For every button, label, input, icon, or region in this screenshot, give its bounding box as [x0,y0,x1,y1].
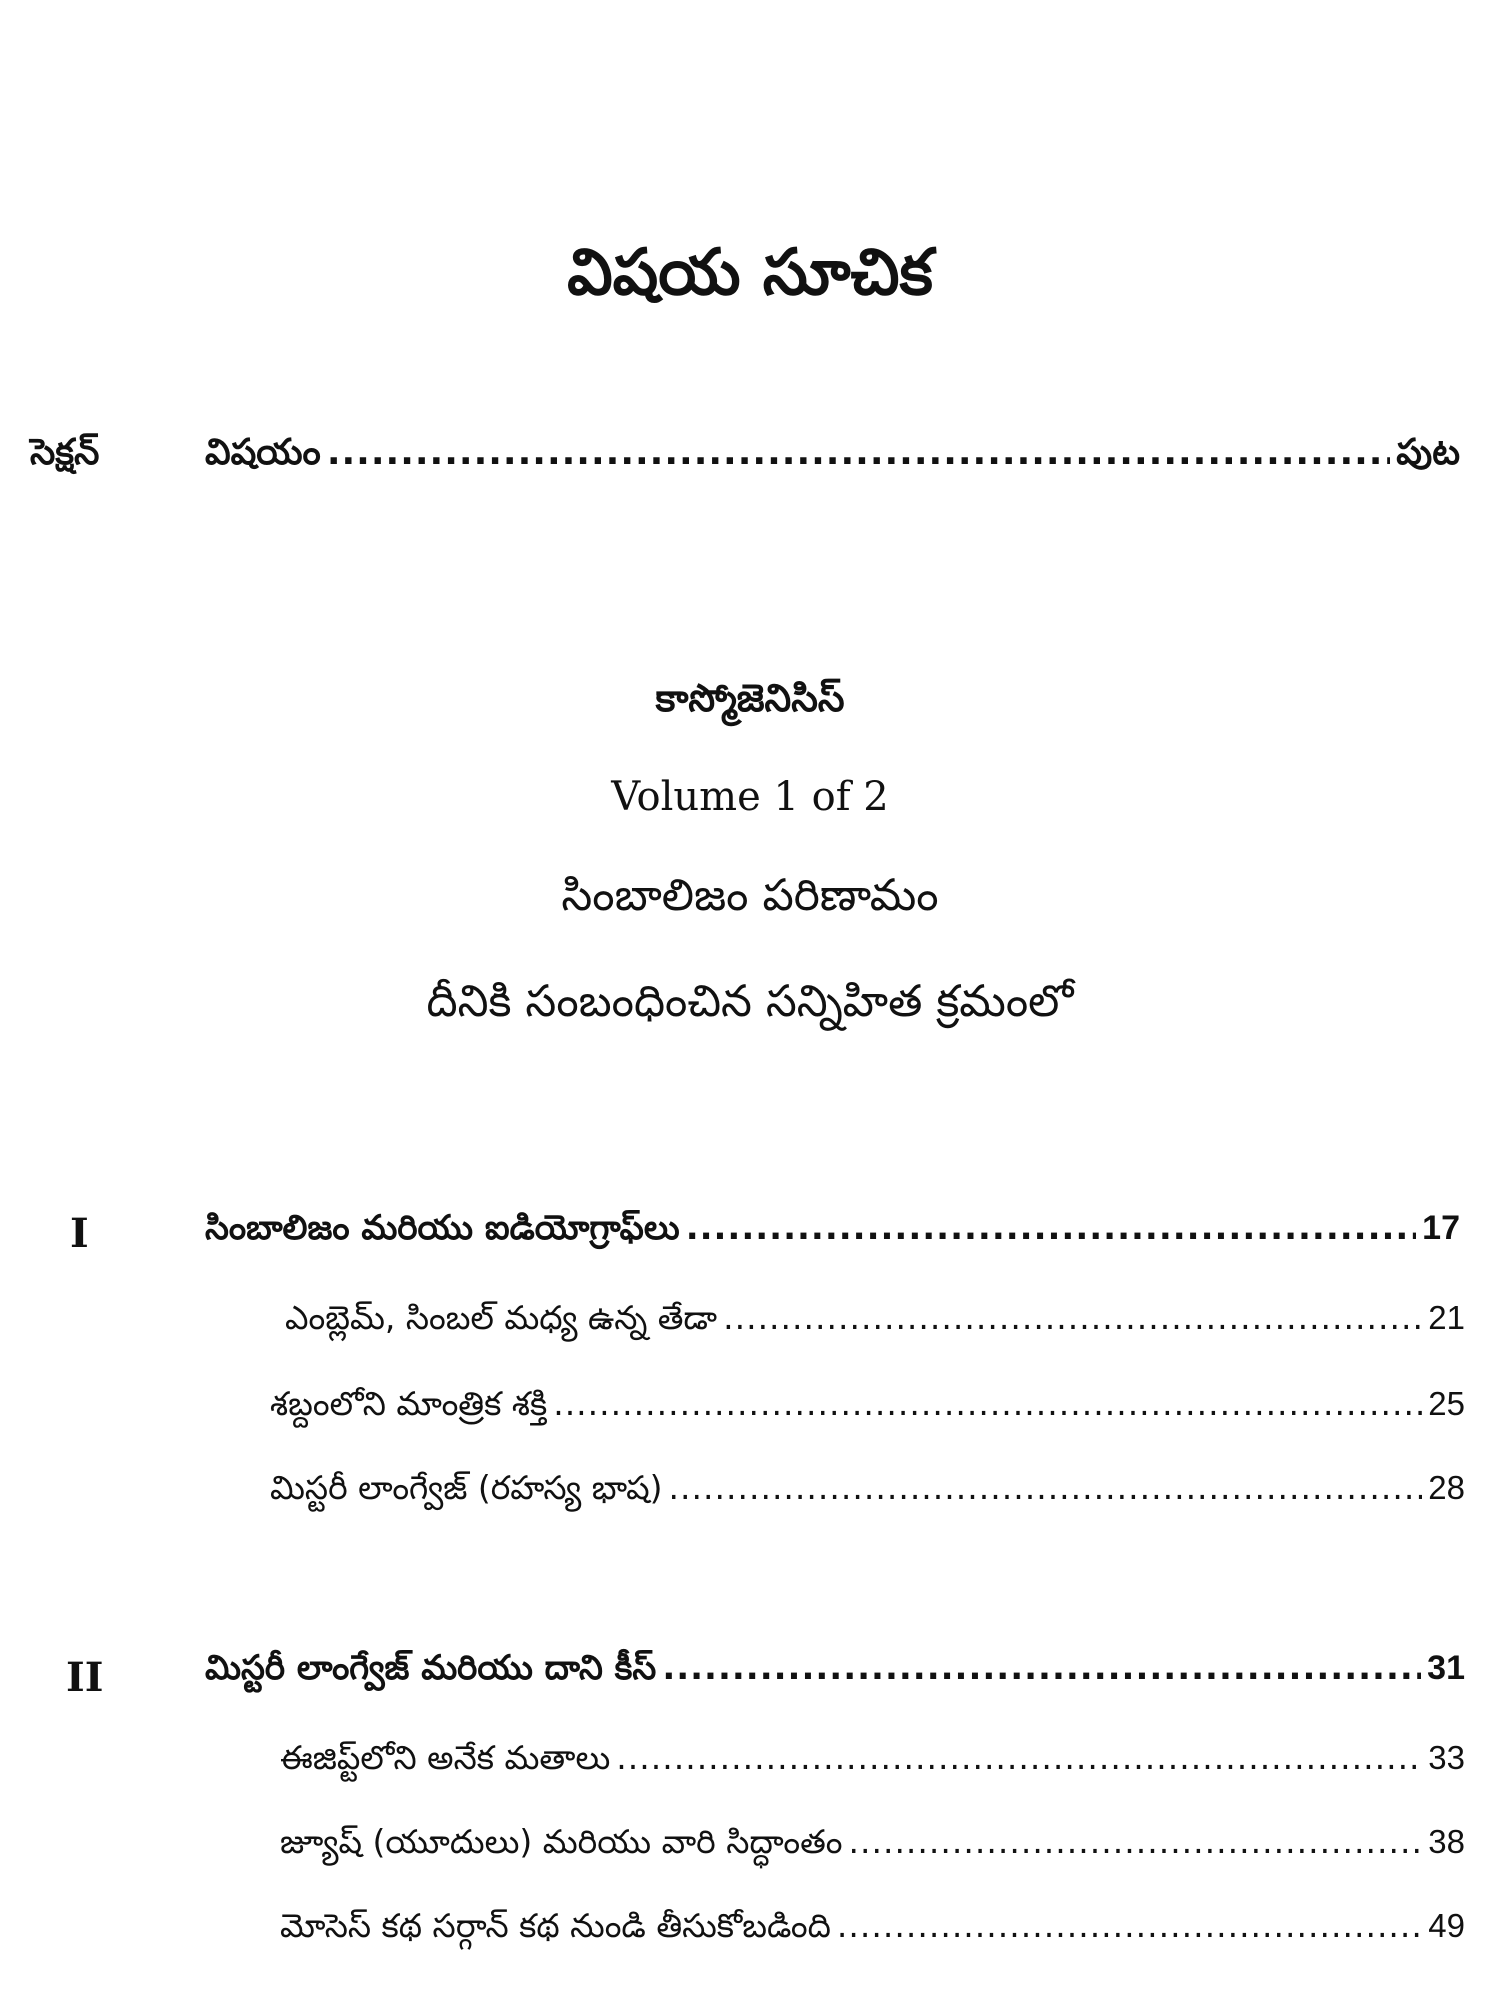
book-subtitle-2: దీనికి సంబంధించిన సన్నిహిత క్రమంలో [426,976,1074,1027]
page-column-label: పుట [1396,432,1460,473]
item-title: జ్యూష్ (యూదులు) మరియు వారి సిద్ధాంతం [280,1822,843,1861]
dot-leader [848,1822,1422,1861]
dot-leader [662,1648,1421,1688]
section-numeral: I [70,1210,89,1257]
page-number: 28 [1428,1469,1465,1506]
book-subtitle: సింబాలిజం పరిణామం [561,870,939,921]
page-number: 38 [1428,1823,1465,1860]
item-title: ఈజిప్ట్‌లోని అనేక మతాలు [280,1738,611,1777]
page-number: 31 [1427,1649,1465,1687]
volume-label: Volume 1 of 2 [611,774,889,820]
toc-item-row [270,1384,1465,1431]
toc-item-row [270,1468,1465,1515]
toc-section-row [205,1648,1465,1696]
dot-leader [616,1738,1422,1777]
topic-column-label: విషయం [205,432,321,473]
page-number: 25 [1428,1385,1465,1422]
header-row [205,432,1460,482]
page-number: 17 [1422,1209,1460,1247]
page-number: 33 [1428,1739,1465,1776]
dot-leader [669,1468,1423,1507]
item-title: మోసెస్ కథ సర్గాన్ కథ నుండి తీసుకోబడింది [280,1906,831,1945]
dot-leader [837,1906,1422,1945]
item-title: ఎంబ్లెమ్, సింబల్ మధ్య ఉన్న తేడా [285,1298,718,1337]
toc-section-row [205,1208,1460,1256]
page-number: 21 [1428,1299,1465,1336]
section-column-label: సెక్షన్ [30,432,100,473]
section-numeral: II [66,1654,104,1701]
toc-item-row [280,1906,1465,1953]
book-name: కాస్మోజెనిసిస్ [655,676,845,720]
section-title: సింబాలిజం మరియు ఐడియోగ్రాఫ్‌లు [205,1208,680,1248]
toc-item-row [285,1298,1465,1345]
toc-item-row [280,1738,1465,1785]
dot-leader [723,1298,1422,1337]
section-title: మిస్టరీ లాంగ్వేజ్ మరియు దాని కీస్ [205,1648,657,1688]
dot-leader [686,1208,1416,1248]
page-number: 49 [1428,1907,1465,1944]
page-title: విషయ సూచిక [567,236,933,310]
item-title: శబ్దంలోని మాంత్రిక శక్తి [270,1384,548,1423]
item-title: మిస్టరీ లాంగ్వేజ్ (రహస్య భాష) [270,1468,663,1507]
dot-leader [327,432,1390,473]
toc-item-row [280,1822,1465,1869]
dot-leader [553,1384,1422,1423]
